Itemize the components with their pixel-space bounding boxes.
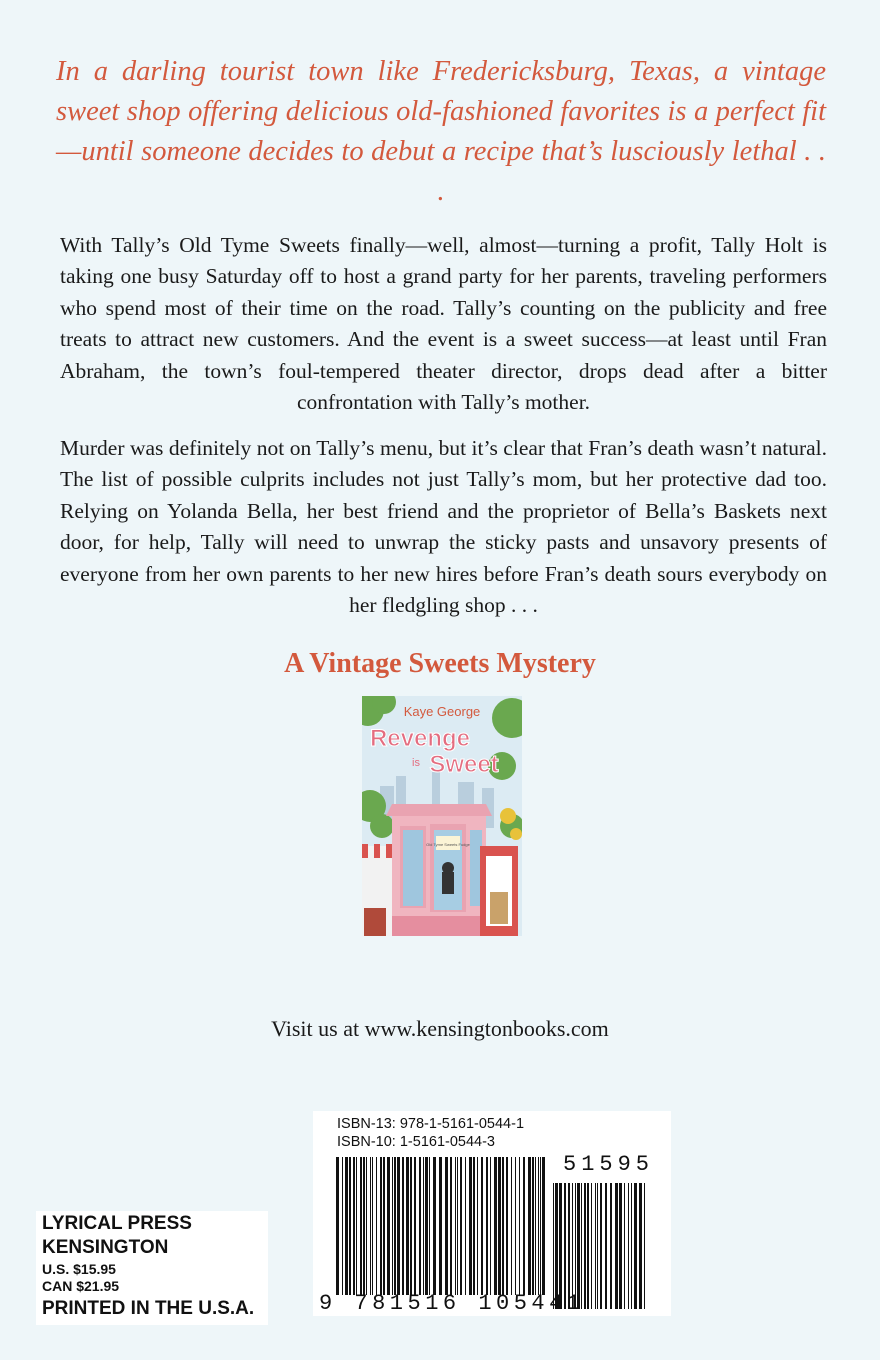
barcode-bar	[419, 1157, 421, 1295]
barcode-bar	[494, 1157, 497, 1295]
barcode-bar	[455, 1157, 456, 1295]
barcode-bar	[353, 1157, 355, 1295]
barcode-bar	[595, 1183, 596, 1309]
cover-title-line-1: Revenge	[369, 725, 471, 752]
website-link: Visit us at www.kensingtonbooks.com	[271, 1016, 609, 1041]
barcode-bar	[406, 1157, 409, 1295]
barcode-bar	[597, 1183, 598, 1309]
barcode-bar	[356, 1157, 357, 1295]
barcode-bar	[336, 1157, 339, 1295]
barcode-bar	[342, 1157, 343, 1295]
barcode-bar	[628, 1183, 629, 1309]
ean-barcode	[336, 1157, 546, 1295]
barcode-bar	[387, 1157, 390, 1295]
barcode-bar	[402, 1157, 404, 1295]
barcode-bar	[639, 1183, 642, 1309]
barcode-bar	[605, 1183, 607, 1309]
barcode-bar	[425, 1157, 428, 1295]
barcode-bar	[515, 1157, 516, 1295]
barcode-box	[313, 1111, 671, 1316]
barcode-bar	[439, 1157, 442, 1295]
barcode-bar	[502, 1157, 504, 1295]
ean-digits: 9 781516 105441	[319, 1291, 585, 1316]
barcode-bar	[528, 1157, 531, 1295]
barcode-bar	[465, 1157, 466, 1295]
barcode-bar	[477, 1157, 478, 1295]
barcode-bar	[591, 1183, 592, 1309]
barcode-bar	[450, 1157, 452, 1295]
description-paragraph-2: Murder was definitely not on Tally’s menu, but it’s clear that Fran’s death wasn’t natural. The list of possible culprits includes not just Tally’s mom, but her protective dad too. Relying on Yolanda Bella, her best friend and the proprietor of Bella’s Baskets next door, for help, Tally will need to unwrap the sticky pasts and unsavory presents of everyone from her own parents to her new hires before Fran’s death sours everybody on her fledgling shop . . .	[60, 436, 827, 618]
barcode-bar	[445, 1157, 448, 1295]
cover-author: Kaye George	[403, 704, 481, 719]
barcode-bar	[600, 1183, 602, 1309]
barcode-bar	[538, 1157, 539, 1295]
barcode-bar	[457, 1157, 458, 1295]
barcode-bar	[631, 1183, 632, 1309]
barcode-bar	[481, 1157, 483, 1295]
publisher-line-2: KENSINGTON	[42, 1237, 169, 1258]
barcode-bar	[498, 1157, 501, 1295]
barcode-bar	[380, 1157, 382, 1295]
barcode-bar	[532, 1157, 534, 1295]
barcode-bar	[360, 1157, 362, 1295]
barcode-bar	[619, 1183, 622, 1309]
cover-sign-text: Old Tyme Sweets Fudge	[426, 842, 470, 847]
barcode-bar	[519, 1157, 520, 1295]
barcode-bar	[506, 1157, 508, 1295]
barcode-bar	[523, 1157, 525, 1295]
barcode-bar	[469, 1157, 472, 1295]
barcode-bar	[490, 1157, 491, 1295]
barcode-bar	[345, 1157, 348, 1295]
cover-title-small: is	[412, 757, 420, 769]
barcode-bar	[473, 1157, 475, 1295]
barcode-bar	[610, 1183, 612, 1309]
barcode-bar	[429, 1157, 430, 1295]
barcode-bar	[383, 1157, 385, 1295]
barcode-bar	[366, 1157, 367, 1295]
barcode-bar	[460, 1157, 462, 1295]
barcode-bar	[392, 1157, 393, 1295]
barcode-bar	[587, 1183, 589, 1309]
cover-title-line-2: Sweet	[429, 751, 499, 778]
barcode-bar	[370, 1157, 371, 1295]
barcode-bar	[615, 1183, 618, 1309]
barcode-bar	[634, 1183, 637, 1309]
publisher-box	[36, 1211, 268, 1325]
barcode-bar	[394, 1157, 396, 1295]
tagline: In a darling tourist town like Fredericksburg, Texas, a vintage sweet shop offering delicious old-fashioned favorites is a perfect fit—until someone decides to debut a recipe that’s lusciously lethal . . .	[56, 56, 826, 207]
barcode-bar	[349, 1157, 351, 1295]
price-code: 51595	[563, 1152, 655, 1177]
barcode-bar	[542, 1157, 545, 1295]
barcode-bar	[511, 1157, 512, 1295]
barcode-bar	[433, 1157, 436, 1295]
printed-in: PRINTED IN THE U.S.A.	[42, 1298, 255, 1319]
barcode-bar	[624, 1183, 625, 1309]
description-paragraph-1: With Tally’s Old Tyme Sweets finally—well, almost—turning a profit, Tally Holt is taking one busy Saturday off to host a grand party for her parents, traveling performers who spend most of their time on the road. Tally’s counting on the publicity and free treats to attract new customers. And the event is a sweet success—at least until Fran Abraham, the town’s foul-tempered theater director, drops dead after a bitter confrontation with Tally’s mother.	[60, 233, 827, 415]
barcode-bar	[423, 1157, 424, 1295]
barcode-bar	[372, 1157, 373, 1295]
isbn-13: ISBN-13: 978-1-5161-0544-1	[337, 1116, 525, 1132]
barcode-bar	[540, 1157, 541, 1295]
book-cover-thumbnail	[362, 696, 522, 936]
barcode-bar	[363, 1157, 365, 1295]
publisher-line-1: LYRICAL PRESS	[42, 1213, 192, 1234]
price-can: CAN $21.95	[42, 1278, 120, 1294]
barcode-bar	[376, 1157, 377, 1295]
barcode-bar	[644, 1183, 645, 1309]
price-us: U.S. $15.95	[42, 1261, 116, 1277]
barcode-bar	[535, 1157, 536, 1295]
isbn-10: ISBN-10: 1-5161-0544-3	[337, 1134, 495, 1150]
series-title: A Vintage Sweets Mystery	[284, 648, 596, 679]
barcode-bar	[410, 1157, 412, 1295]
barcode-bar	[414, 1157, 416, 1295]
barcode-bar	[397, 1157, 400, 1295]
barcode-bar	[486, 1157, 488, 1295]
